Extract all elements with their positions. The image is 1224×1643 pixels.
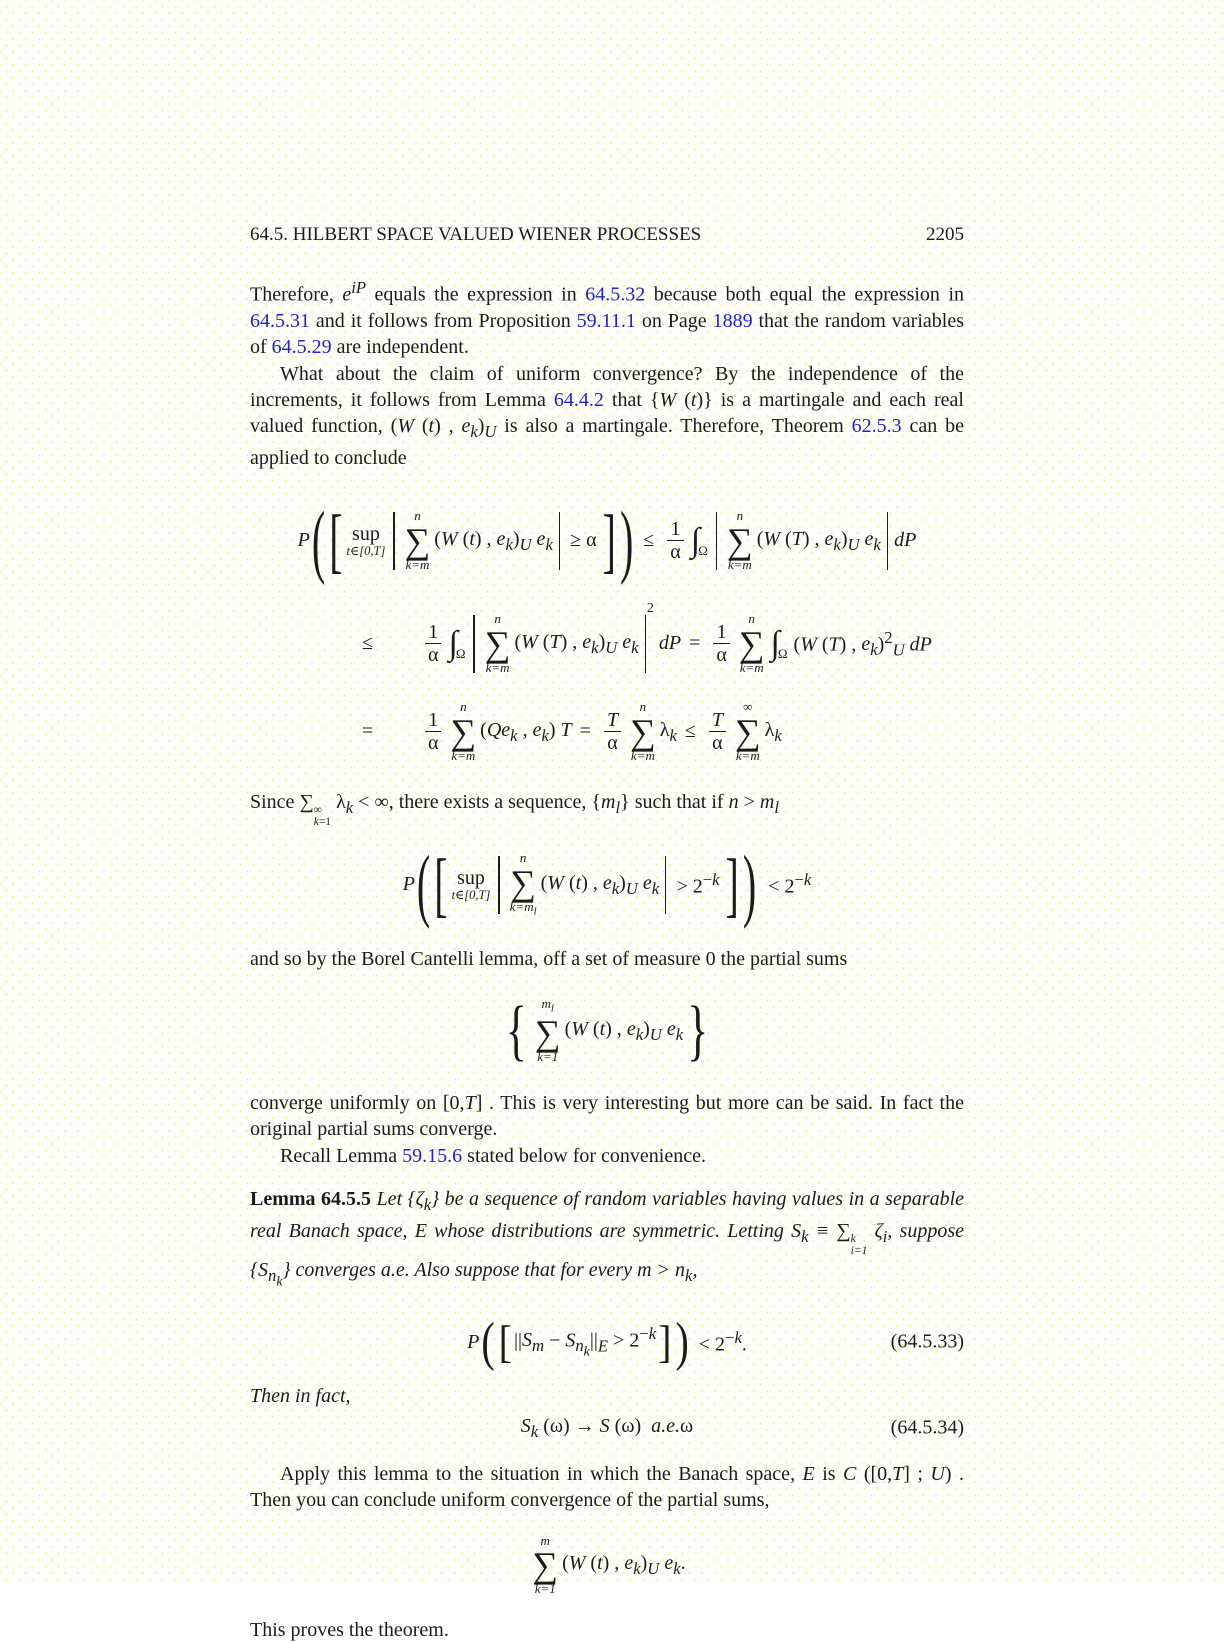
vertical-bar-delimiter <box>498 856 499 914</box>
vertical-bar-delimiter <box>665 856 666 914</box>
relation: ≤ <box>684 720 696 743</box>
sum-upper-limit: n <box>639 699 647 715</box>
math-expression: $S_k$ (ω) → S (ω) a.e.ω <box>520 1415 694 1442</box>
relation: < $2^{-k}$ <box>768 870 812 899</box>
equation-borel-cantelli-bound <box>250 838 964 932</box>
probability-symbol: P <box>402 873 415 896</box>
integral-domain: Ω <box>777 645 788 661</box>
vertical-bar-delimiter <box>716 512 717 570</box>
big-left-paren: ( <box>416 837 431 930</box>
sum-upper-limit: n <box>414 508 421 524</box>
big-left-paren: ( <box>311 493 326 586</box>
vertical-bar-delimiter <box>473 615 474 673</box>
cross-reference-link[interactable]: 64.5.29 <box>271 335 332 358</box>
summation <box>405 509 431 572</box>
equals-sign: = <box>579 720 591 743</box>
integral <box>448 624 466 662</box>
denominator: α <box>425 643 441 666</box>
sigma-symbol: ∑ <box>404 520 431 561</box>
equation-partial-sums-set <box>250 988 964 1074</box>
fraction <box>713 621 729 666</box>
equation-number: (64.5.34) <box>890 1416 964 1439</box>
big-right-paren: ) <box>742 837 757 930</box>
page-content <box>250 0 964 1643</box>
fraction <box>425 709 441 754</box>
equation-final-partial-sum <box>250 1525 964 1605</box>
summation <box>535 997 561 1064</box>
sum-lower-limit: k=m <box>405 556 430 572</box>
equals-sign: = <box>362 720 374 743</box>
denominator: α <box>667 540 683 563</box>
fraction <box>667 518 683 563</box>
denominator: α <box>604 731 620 754</box>
paragraph-apply-lemma: Apply this lemma to the situation in which the Banach space, E is C ([0,T] ; U) . Then you can conclude uniform convergence of the partial sums, <box>250 1463 964 1512</box>
cross-reference-link[interactable]: 59.15.6 <box>402 1144 463 1167</box>
equation-chain-line2 <box>362 697 964 767</box>
summation <box>727 509 753 572</box>
equation-maximal-inequality <box>250 493 964 586</box>
summation <box>630 700 656 763</box>
sup-operator <box>452 868 491 902</box>
summation <box>485 612 511 675</box>
sum-lower-limit: k=m <box>735 747 760 763</box>
cross-reference-link[interactable]: 62.5.3 <box>851 414 902 437</box>
sup-word: sup <box>352 522 380 545</box>
section-title: 64.5. HILBERT SPACE VALUED WIENER PROCESSES <box>250 224 702 245</box>
denominator: α <box>709 731 725 754</box>
big-left-bracket: [ <box>498 1315 512 1368</box>
big-left-paren: ( <box>481 1311 495 1372</box>
sum-upper-limit: ∞ <box>743 699 753 715</box>
big-right-bracket: ] <box>602 499 616 581</box>
integral-symbol: ∫ <box>448 624 458 662</box>
integral <box>690 521 708 559</box>
equals-sign: = <box>689 632 701 655</box>
math-expression: $\lambda_k$ <box>659 718 677 745</box>
paragraph-converge-uniformly: converge uniformly on [0,T] . This is very interesting but more can be said. In fact the original partial sums converge. <box>250 1091 964 1140</box>
math-expression: ($Qe_k$ , $e_k$) T <box>480 718 572 745</box>
sum-upper-limit: n <box>736 508 744 524</box>
sum-lower-limit: $k=m_l$ <box>509 898 537 918</box>
big-right-brace: } <box>687 992 709 1068</box>
summation <box>532 1534 558 1597</box>
numerator: 1 <box>428 709 439 732</box>
page-number: 2205 <box>926 224 964 245</box>
sigma-symbol: ∑ <box>450 711 477 752</box>
paragraph-then-in-fact <box>250 1383 964 1409</box>
sum-upper-limit: n <box>460 699 467 715</box>
lemma-body: Let $\{\zeta_k\}$ be a sequence of random variables having values in a separable real Banach space, E whose distributions are symmetric. Letting $S_k$ ≡ ∑ k i=1 $\zeta_i$, suppose $\{S_{n_k}\}$ converges a.e. Also suppose that for every $m > n_k$, <box>250 1187 965 1290</box>
sum-lower-limit: k=1 <box>537 1048 559 1064</box>
sum-upper-limit: n <box>748 611 755 627</box>
equation-number: (64.5.33) <box>890 1330 964 1353</box>
big-right-paren: ) <box>675 1311 689 1372</box>
sum-upper-limit: n <box>519 850 527 866</box>
sigma-symbol: ∑ <box>534 1012 561 1053</box>
relation: ≥ α <box>570 529 597 552</box>
summation <box>735 700 761 763</box>
big-right-bracket: ] <box>658 1315 672 1368</box>
equation-64-5-34 <box>250 1413 964 1443</box>
sup-limits: t∈[0,T] <box>451 887 491 902</box>
summation <box>450 700 476 763</box>
summation <box>739 612 765 675</box>
math-expression: (W (T) , $e_k)_U$ $e_k$ <box>756 527 881 554</box>
big-right-bracket: ] <box>725 843 739 925</box>
math-expression: (W (T) , $e_k)^2_U$ dP <box>793 627 932 660</box>
integral-domain: Ω <box>698 542 708 558</box>
vertical-bar-delimiter <box>559 512 560 570</box>
fraction <box>709 709 726 754</box>
numerator: 1 <box>670 518 681 541</box>
probability-symbol: P <box>297 529 310 552</box>
paragraph-therefore: Therefore, $e^{iP}$ equals the expression in 64.5.32 because both equal the expression in 64.5.31 and it follows from Proposition 59.11.1 on Page 1889 that the random variables of 64.5.29 are independent. <box>250 278 964 358</box>
sup-operator <box>347 524 386 558</box>
sum-lower-limit: k=m <box>727 556 752 572</box>
cross-reference-link[interactable]: 64.4.2 <box>553 388 604 411</box>
sup-limits: t∈[0,T] <box>346 543 386 558</box>
math-expression: (W (T) , $e_k)_U$ $e_k$ <box>514 630 639 657</box>
sup-word: sup <box>457 866 485 889</box>
numerator: 1 <box>716 621 727 644</box>
numerator: 1 <box>428 621 439 644</box>
relation: < $2^{-k}$. <box>698 1327 747 1356</box>
integral-domain: Ω <box>455 645 466 661</box>
cross-reference-link[interactable]: 59.11.1 <box>576 309 636 332</box>
paragraph-since-lambda: Since ∑ ∞ k=1 $\lambda_k$ < ∞, there exists a sequence, $\{m_l\}$ such that if $n > m_l$ <box>250 790 779 828</box>
vertical-bar-delimiter <box>645 615 646 673</box>
sum-upper-limit: $m_l$ <box>541 996 554 1015</box>
sum-lower-limit: k=m <box>630 747 655 763</box>
differential: dP <box>894 529 917 552</box>
fraction <box>604 709 621 754</box>
relation: ≤ <box>362 632 373 655</box>
cross-reference-link[interactable]: 1889 <box>712 309 753 332</box>
probability-symbol: P <box>467 1330 480 1353</box>
math-expression: (W (t) , $e_k)_U$ $e_k$ <box>540 871 660 898</box>
relation: ≤ <box>643 529 655 552</box>
sigma-symbol: ∑ <box>532 1545 559 1586</box>
sigma-symbol: ∑ <box>510 862 536 903</box>
numerator: T <box>711 709 723 732</box>
sigma-symbol: ∑ <box>630 711 656 752</box>
numerator: T <box>606 709 619 732</box>
superscript-2: 2 <box>646 600 654 616</box>
sum-lower-limit: k=1 <box>534 1581 556 1597</box>
sum-lower-limit: k=m <box>451 747 476 763</box>
math-expression: (W (t) , $e_k)_U$ $e_k$ <box>564 1017 684 1044</box>
cross-reference-link[interactable]: 64.5.32 <box>585 283 646 306</box>
relation: > $2^{-k}$ <box>676 870 720 899</box>
sum-upper-limit: n <box>494 611 501 627</box>
integral <box>770 624 788 662</box>
big-left-brace: { <box>505 992 527 1068</box>
cross-reference-link[interactable]: 64.5.31 <box>250 309 310 332</box>
paragraph-this-proves: This proves the theorem. <box>250 1619 449 1642</box>
sum-lower-limit: k=m <box>739 659 764 675</box>
math-expression: (W (t) , $e_k)_U$ $e_k$. <box>562 1552 686 1579</box>
equation-64-5-33 <box>250 1311 964 1373</box>
sum-upper-limit: m <box>540 1532 550 1548</box>
lemma-label: Lemma 64.5.5 <box>250 1187 372 1210</box>
integral-symbol: ∫ <box>770 624 780 662</box>
summation <box>510 851 537 918</box>
denominator: α <box>713 643 729 666</box>
sum-lower-limit: k=m <box>485 659 510 675</box>
integral-symbol: ∫ <box>690 521 701 559</box>
lemma-block <box>250 1186 964 1295</box>
big-left-bracket: [ <box>434 843 448 925</box>
running-header <box>250 222 964 248</box>
vertical-bar-delimiter <box>887 512 888 570</box>
differential: dP <box>658 632 682 655</box>
big-left-bracket: [ <box>329 499 343 581</box>
denominator: α <box>425 731 441 754</box>
sigma-symbol: ∑ <box>484 623 511 664</box>
math-expression: $||S_m - S_{n_k}||_E > 2^{-k}$ <box>514 1323 657 1360</box>
then-in-fact-text: Then in fact, <box>250 1385 351 1408</box>
equation-chain-line1 <box>362 600 964 683</box>
math-expression: $\lambda_k$ <box>764 718 782 745</box>
paragraph-uniform-convergence: What about the claim of uniform convergence? By the independence of the increments, it follows from Lemma 64.4.2 that {W (t)} is a martingale and each real valued function, (W (t) , $e_k)_U$ is also a martingale. Therefore, Theorem 62.5.3 can be applied to conclude <box>250 362 964 469</box>
sigma-symbol: ∑ <box>734 711 761 752</box>
paragraph-borel-cantelli: and so by the Borel Cantelli lemma, off a set of measure 0 the partial sums <box>250 947 848 970</box>
vertical-bar-delimiter <box>393 512 394 570</box>
big-right-paren: ) <box>619 493 634 586</box>
math-expression: (W (t) , $e_k)_U$ $e_k$ <box>434 527 553 554</box>
fraction <box>425 621 441 666</box>
sigma-symbol: ∑ <box>738 623 765 664</box>
sigma-symbol: ∑ <box>727 520 753 561</box>
paragraph-recall-lemma: Recall Lemma 59.15.6 stated below for convenience. <box>280 1144 706 1167</box>
